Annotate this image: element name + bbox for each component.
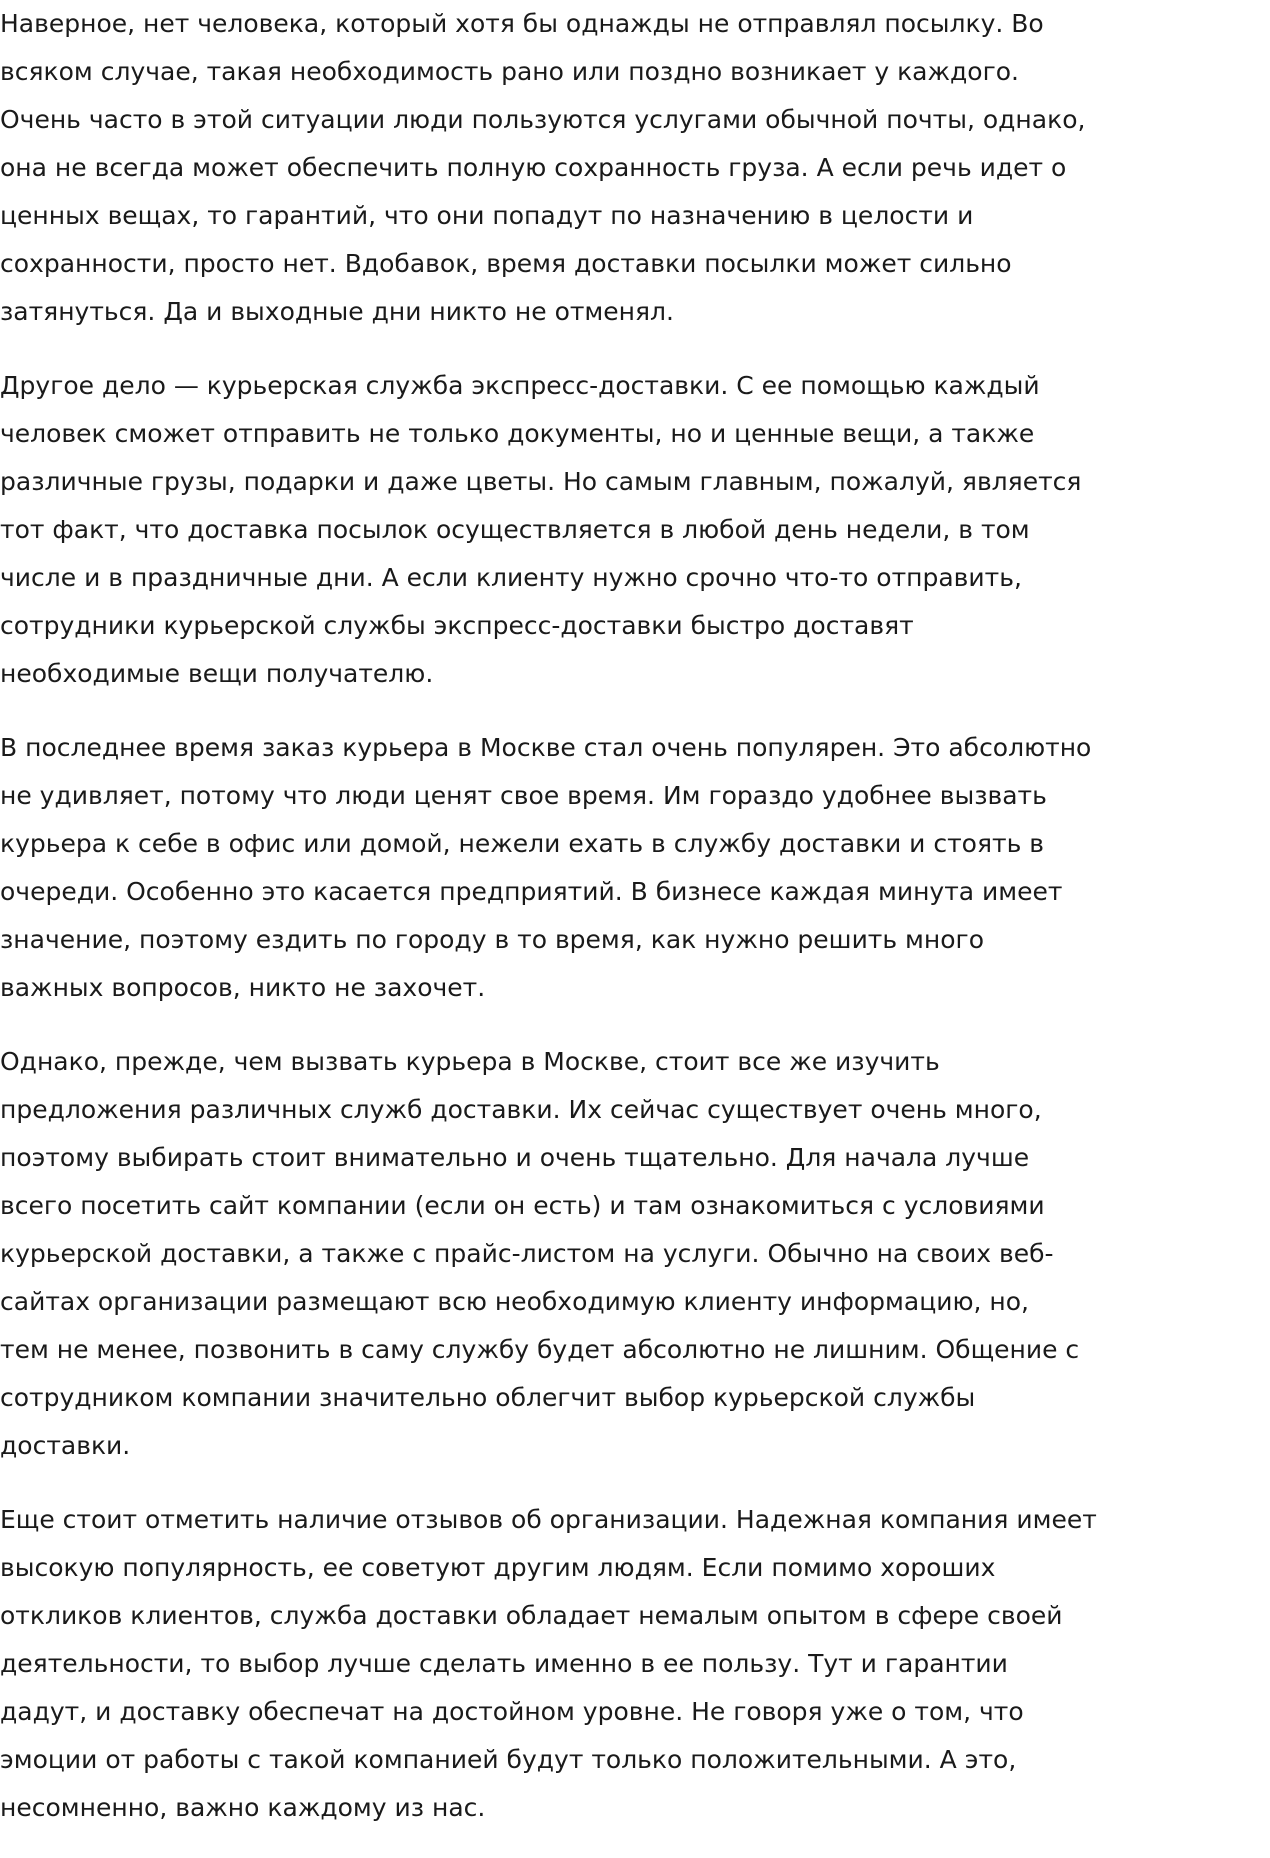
text-line: курьерской доставки, а также с прайс-листом на услуги. Обычно на своих веб- <box>0 1239 1054 1268</box>
text-line: поэтому выбирать стоит внимательно и очень тщательно. Для начала лучше <box>0 1143 1030 1172</box>
text-line: ценных вещах, то гарантий, что они попадут по назначению в целости и <box>0 201 974 230</box>
text-line: тем не менее, позвонить в саму службу будет абсолютно не лишним. Общение с <box>0 1335 1080 1364</box>
text-line: всяком случае, такая необходимость рано или поздно возникает у каждого. <box>0 57 1019 86</box>
text-line: важных вопросов, никто не захочет. <box>0 973 486 1002</box>
text-line: сохранности, просто нет. Вдобавок, время доставки посылки может сильно <box>0 249 1012 278</box>
text-line: всего посетить сайт компании (если он есть) и там ознакомиться с условиями <box>0 1191 1045 1220</box>
text-line: человек сможет отправить не только документы, но и ценные вещи, а также <box>0 419 1035 448</box>
paragraph-1 <box>0 0 1150 336</box>
text-line: сайтах организации размещают всю необходимую клиенту информацию, но, <box>0 1287 1030 1316</box>
text-line: затянуться. Да и выходные дни никто не отменял. <box>0 297 674 326</box>
text-line: высокую популярность, ее советуют другим людям. Если помимо хороших <box>0 1553 996 1582</box>
text-line: доставки. <box>0 1431 131 1460</box>
paragraph-2 <box>0 362 1150 698</box>
text-line: Очень часто в этой ситуации люди пользуются услугами обычной почты, однако, <box>0 105 1086 134</box>
text-line: не удивляет, потому что люди ценят свое время. Им гораздо удобнее вызвать <box>0 781 1047 810</box>
text-line: несомненно, важно каждому из нас. <box>0 1793 486 1822</box>
text-line: предложения различных служб доставки. Их сейчас существует очень много, <box>0 1095 1042 1124</box>
text-line: необходимые вещи получателю. <box>0 659 434 688</box>
text-line: Однако, прежде, чем вызвать курьера в Москве, стоит все же изучить <box>0 1047 940 1076</box>
text-line: тот факт, что доставка посылок осуществляется в любой день недели, в том <box>0 515 1030 544</box>
text-line: Другое дело — курьерская служба экспресс-доставки. С ее помощью каждый <box>0 371 1040 400</box>
paragraph-4 <box>0 1038 1150 1470</box>
paragraph-5 <box>0 1496 1150 1832</box>
text-line: очереди. Особенно это касается предприятий. В бизнесе каждая минута имеет <box>0 877 1063 906</box>
paragraph-3 <box>0 724 1150 1012</box>
text-line: В последнее время заказ курьера в Москве стал очень популярен. Это абсолютно <box>0 733 1092 762</box>
text-line: различные грузы, подарки и даже цветы. Но самым главным, пожалуй, является <box>0 467 1082 496</box>
text-line: эмоции от работы с такой компанией будут только положительными. А это, <box>0 1745 1017 1774</box>
text-line: дадут, и доставку обеспечат на достойном уровне. Не говоря уже о том, что <box>0 1697 1024 1726</box>
text-line: откликов клиентов, служба доставки обладает немалым опытом в сфере своей <box>0 1601 1063 1630</box>
text-line: Еще стоит отметить наличие отзывов об организации. Надежная компания имеет <box>0 1505 1097 1534</box>
text-line: значение, поэтому ездить по городу в то время, как нужно решить много <box>0 925 984 954</box>
text-line: Наверное, нет человека, который хотя бы однажды не отправлял посылку. Во <box>0 9 1044 38</box>
text-line: курьера к себе в офис или домой, нежели ехать в службу доставки и стоять в <box>0 829 1044 858</box>
text-line: деятельности, то выбор лучше сделать именно в ее пользу. Тут и гарантии <box>0 1649 1008 1678</box>
text-line: сотрудником компании значительно облегчит выбор курьерской службы <box>0 1383 976 1412</box>
text-line: числе и в праздничные дни. А если клиенту нужно срочно что-то отправить, <box>0 563 1022 592</box>
text-line: сотрудники курьерской службы экспресс-доставки быстро доставят <box>0 611 914 640</box>
text-line: она не всегда может обеспечить полную сохранность груза. А если речь идет о <box>0 153 1067 182</box>
